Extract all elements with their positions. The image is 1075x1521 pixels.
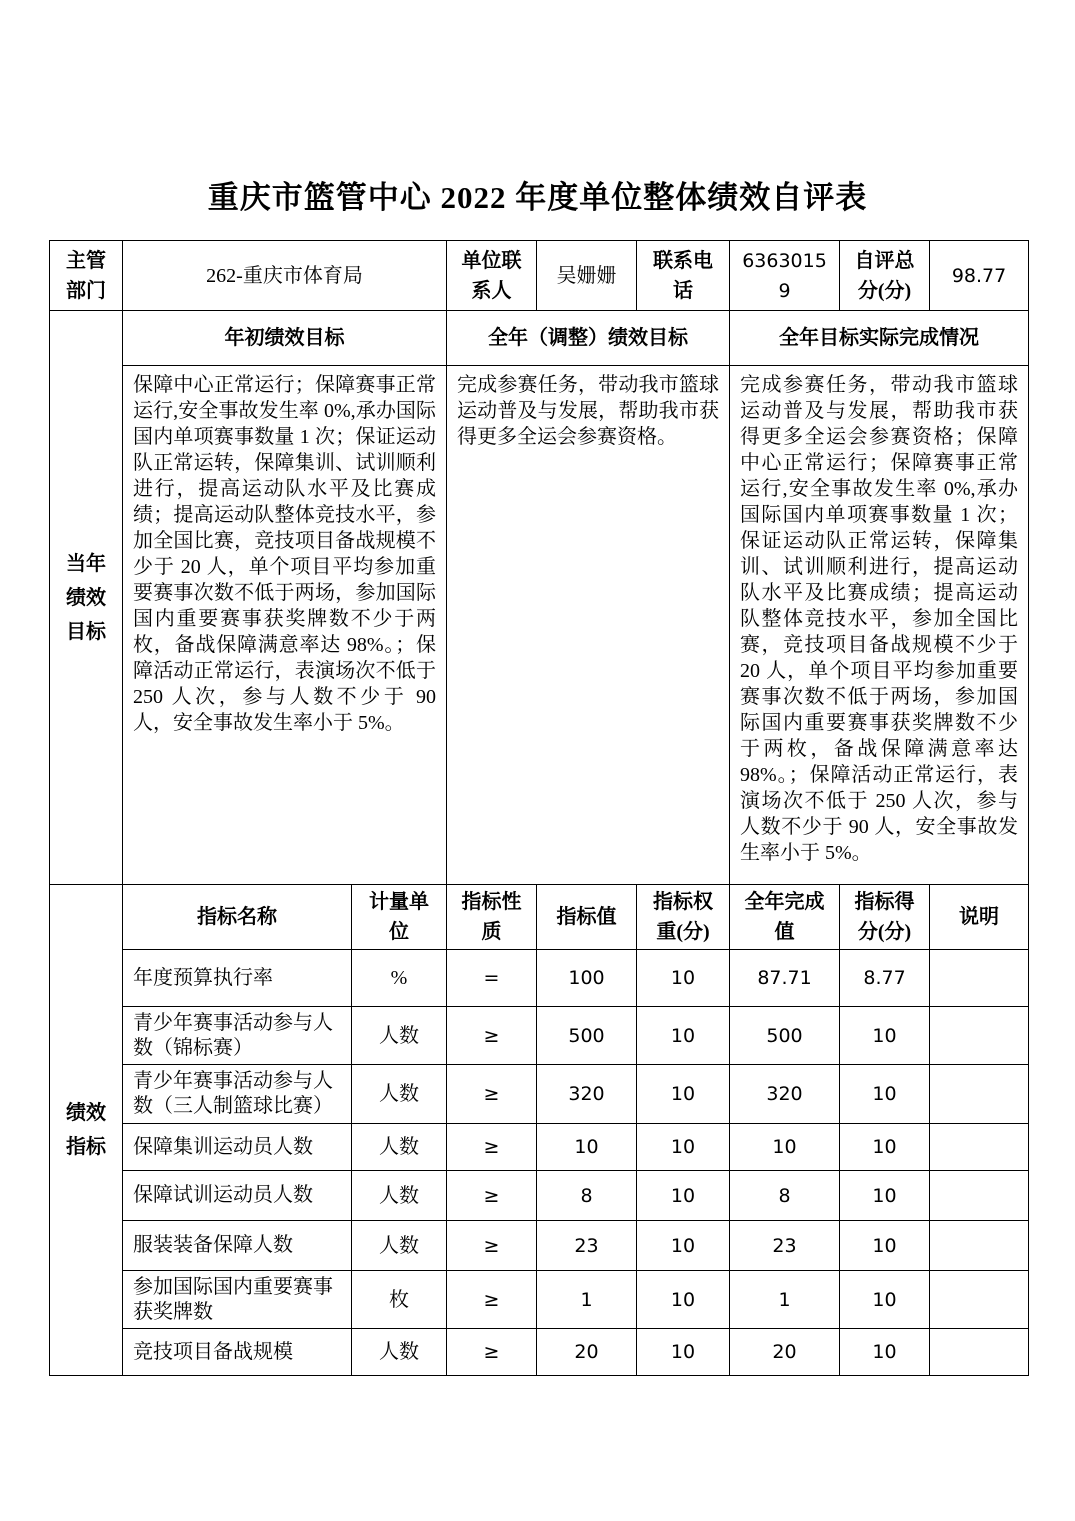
- indicator-remark: [930, 950, 1029, 1007]
- goal-actual-text: 完成参赛任务，带动我市篮球运动普及与发展，帮助我市获得更多全运会参赛资格；保障中心正常运行；保障赛事正常运行,安全事故发生率 0%,承办国际国内单项赛事数量 1 次；保证运动队正常运转，保障集训、试训顺利进行，提高运动队水平及比赛成绩；提高运动队整体竞技水平，参加全国比赛，竞技项目备战规模不少于 20 人，单个项目平均参加重要赛事次数不低于两场，参加国际国内重要赛事获奖牌数不少于两枚，备战保障满意率达 98%。；保障活动正常运行，表演场次不低于 250 人次，参与人数不少于 90 人，安全事故发生率小于 5%。: [730, 366, 1029, 885]
- indicator-target: 320: [537, 1065, 637, 1124]
- indicator-score: 10: [840, 1065, 930, 1124]
- goal-adjusted-text: 完成参赛任务，带动我市篮球运动普及与发展，帮助我市获得更多全运会参赛资格。: [447, 366, 730, 885]
- indicator-name: 参加国际国内重要赛事获奖牌数: [123, 1271, 352, 1329]
- indicator-remark: [930, 1124, 1029, 1171]
- indicator-nature: ≥: [447, 1007, 537, 1065]
- table-row: [50, 1065, 1029, 1124]
- phone-label: 联系电话: [637, 241, 730, 311]
- indicator-nature: ≥: [447, 1171, 537, 1221]
- indicator-target: 8: [537, 1171, 637, 1221]
- indicator-score: 10: [840, 1124, 930, 1171]
- goals-header-row: [50, 311, 1029, 366]
- indicator-name: 年度预算执行率: [123, 950, 352, 1007]
- indicator-weight: 10: [637, 1124, 730, 1171]
- indicator-name: 竞技项目备战规模: [123, 1329, 352, 1376]
- table-row: [50, 1329, 1029, 1376]
- indicator-score: 8.77: [840, 950, 930, 1007]
- table-row: [50, 1007, 1029, 1065]
- indicator-target: 10: [537, 1124, 637, 1171]
- indicator-nature: ≥: [447, 1329, 537, 1376]
- dept-label: 主管部门: [50, 241, 123, 311]
- indicator-name: 保障集训运动员人数: [123, 1124, 352, 1171]
- indicator-target: 20: [537, 1329, 637, 1376]
- indicator-unit: 人数: [352, 1124, 447, 1171]
- indicator-name: 青少年赛事活动参与人数（三人制篮球比赛）: [123, 1065, 352, 1124]
- goal-initial-header: 年初绩效目标: [123, 311, 447, 366]
- info-row: [50, 241, 1029, 311]
- indicator-nature: =: [447, 950, 537, 1007]
- indicator-unit: 人数: [352, 1171, 447, 1221]
- col-header-remark: 说明: [930, 885, 1029, 950]
- indicator-target: 100: [537, 950, 637, 1007]
- col-header-nature: 指标性质: [447, 885, 537, 950]
- indicator-unit: %: [352, 950, 447, 1007]
- indicator-score: 10: [840, 1007, 930, 1065]
- indicator-nature: ≥: [447, 1124, 537, 1171]
- indicator-completed: 20: [730, 1329, 840, 1376]
- indicator-score: 10: [840, 1171, 930, 1221]
- indicator-completed: 320: [730, 1065, 840, 1124]
- indicator-name: 服装装备保障人数: [123, 1221, 352, 1271]
- indicator-weight: 10: [637, 1007, 730, 1065]
- indicator-nature: ≥: [447, 1065, 537, 1124]
- col-header-indicator-name: 指标名称: [123, 885, 352, 950]
- indicator-name: 青少年赛事活动参与人数（锦标赛）: [123, 1007, 352, 1065]
- indicator-weight: 10: [637, 1271, 730, 1329]
- indicator-score: 10: [840, 1329, 930, 1376]
- indicator-remark: [930, 1329, 1029, 1376]
- indicator-nature: ≥: [447, 1271, 537, 1329]
- goal-adjusted-header: 全年（调整）绩效目标: [447, 311, 730, 366]
- indicator-remark: [930, 1171, 1029, 1221]
- indicator-unit: 人数: [352, 1329, 447, 1376]
- table-row: [50, 1171, 1029, 1221]
- indicator-unit: 人数: [352, 1065, 447, 1124]
- indicator-completed: 8: [730, 1171, 840, 1221]
- table-row: [50, 1221, 1029, 1271]
- indicator-weight: 10: [637, 1329, 730, 1376]
- col-header-completed: 全年完成值: [730, 885, 840, 950]
- table-row: [50, 1124, 1029, 1171]
- indicators-row-label: 绩效指标: [50, 885, 123, 1376]
- indicator-completed: 10: [730, 1124, 840, 1171]
- indicator-weight: 10: [637, 1171, 730, 1221]
- performance-table: [49, 240, 1029, 1376]
- col-header-unit: 计量单位: [352, 885, 447, 950]
- goal-actual-header: 全年目标实际完成情况: [730, 311, 1029, 366]
- indicator-unit: 枚: [352, 1271, 447, 1329]
- contact-label: 单位联系人: [447, 241, 537, 311]
- indicator-weight: 10: [637, 1221, 730, 1271]
- page-title: 重庆市篮管中心 2022 年度单位整体绩效自评表: [207, 180, 868, 215]
- indicator-nature: ≥: [447, 1221, 537, 1271]
- indicator-weight: 10: [637, 950, 730, 1007]
- phone-value: 63630159: [730, 241, 840, 311]
- indicators-header-row: [50, 885, 1029, 950]
- col-header-score: 指标得分(分): [840, 885, 930, 950]
- indicator-weight: 10: [637, 1065, 730, 1124]
- indicator-completed: 87.71: [730, 950, 840, 1007]
- indicator-target: 1: [537, 1271, 637, 1329]
- indicator-completed: 23: [730, 1221, 840, 1271]
- indicator-remark: [930, 1065, 1029, 1124]
- indicator-name: 保障试训运动员人数: [123, 1171, 352, 1221]
- indicator-unit: 人数: [352, 1007, 447, 1065]
- table-row: [50, 950, 1029, 1007]
- indicator-completed: 1: [730, 1271, 840, 1329]
- indicator-remark: [930, 1007, 1029, 1065]
- goal-initial-text: 保障中心正常运行；保障赛事正常运行,安全事故发生率 0%,承办国际国内单项赛事数量 1 次；保证运动队正常运转，保障集训、试训顺利进行，提高运动队水平及比赛成绩；提高运动队整体竞技水平，参加全国比赛，竞技项目备战规模不少于 20 人，单个项目平均参加重要赛事次数不低于两场，参加国际国内重要赛事获奖牌数不少于两枚，备战保障满意率达 98%。；保障活动正常运行，表演场次不低于 250 人次，参与人数不少于 90 人，安全事故发生率小于 5%。: [123, 366, 447, 885]
- score-label: 自评总分(分): [840, 241, 930, 311]
- col-header-target: 指标值: [537, 885, 637, 950]
- goals-row-label: 当年绩效目标: [50, 311, 123, 885]
- indicator-remark: [930, 1271, 1029, 1329]
- col-header-weight: 指标权重(分): [637, 885, 730, 950]
- indicator-target: 23: [537, 1221, 637, 1271]
- goals-body-row: [50, 366, 1029, 885]
- table-row: [50, 1271, 1029, 1329]
- indicator-completed: 500: [730, 1007, 840, 1065]
- contact-value: 吴姗姗: [537, 241, 637, 311]
- indicator-score: 10: [840, 1221, 930, 1271]
- indicator-unit: 人数: [352, 1221, 447, 1271]
- indicator-score: 10: [840, 1271, 930, 1329]
- indicator-remark: [930, 1221, 1029, 1271]
- indicator-target: 500: [537, 1007, 637, 1065]
- score-value: 98.77: [930, 241, 1029, 311]
- dept-value: 262-重庆市体育局: [123, 241, 447, 311]
